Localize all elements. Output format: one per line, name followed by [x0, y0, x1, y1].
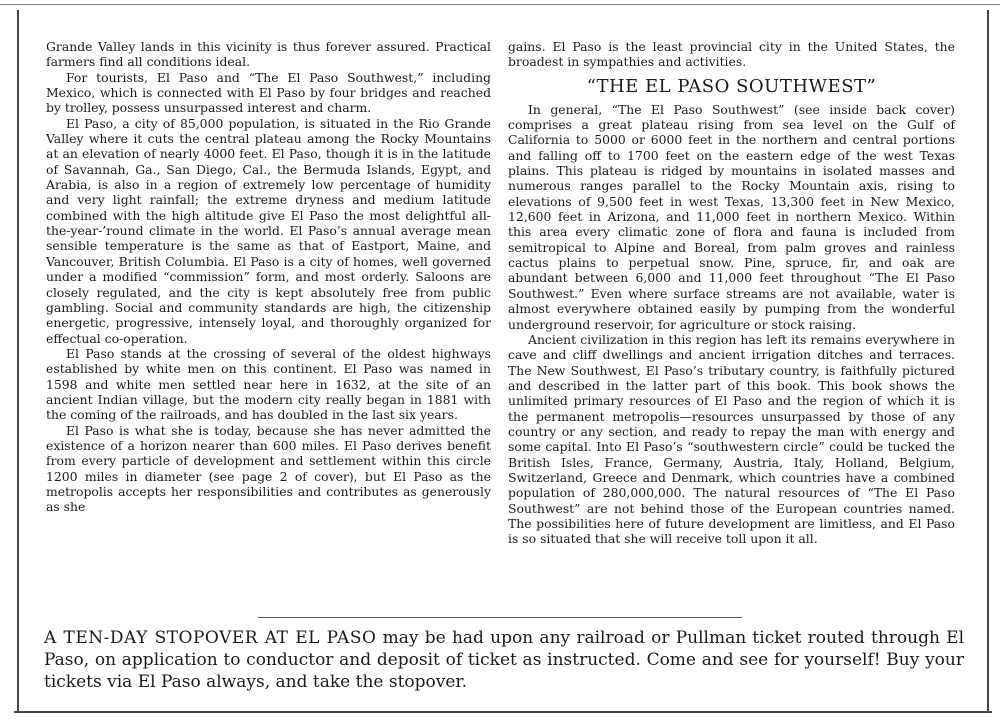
bottom-border-rule [14, 711, 992, 713]
section-divider [258, 617, 742, 618]
right-border-rule [987, 10, 989, 712]
stopover-notice [44, 627, 964, 693]
left-paragraph-2: For tourists, El Paso and “The El Paso Southwest,” including Mexico, which is connected with El Paso by four bridges and reached by trolley, possess unsurpassed interest and charm. [46, 69, 491, 116]
right-paragraph-2: In general, “The El Paso Southwest” (see inside back cover) comprises a great plateau rising from sea level on the Gulf of California to 5000 or 6000 feet in the northern and central portions and falling off to 1700 feet on the eastern edge of the west Texas plains. This plateau is ridged by mountains in isolated masses and numerous ranges parallel to the Rocky Mountain axis, rising to elevations of 9,500 feet in west Texas, 13,300 feet in New Mexico, 12,600 feet in Arizona, and 11,000 feet in northern Mexico. Within this area every climatic zone of flora and fauna is included from semitropical to Alpine and Boreal, from palm groves and rainless cactus plains to perpetual snow. Pine, spruce, fir, and oak are abundant between 6,000 and 11,000 feet throughout “The El Paso Southwest.” Even where surface streams are not available, water is almost everywhere obtained easily by pumping from the wonderful underground reservoir, for agriculture or stock raising. [508, 101, 955, 332]
right-column [508, 39, 955, 547]
left-column [46, 39, 491, 515]
section-heading: “THE EL PASO SOUTHWEST” [586, 75, 877, 97]
left-paragraph-1: Grande Valley lands in this vicinity is thus forever assured. Practical farmers find all conditions ideal. [46, 39, 491, 70]
left-paragraph-4: El Paso stands at the crossing of several of the oldest highways established by white men on this continent. El Paso was named in 1598 and white men settled near here in 1632, at the site of an ancient Indian village, but the modern city really began in 1881 with the coming of the railroads, and has doubled in the last six years. [46, 345, 491, 423]
left-paragraph-5: El Paso is what she is today, because she has never admitted the existence of a horizon nearer than 600 miles. El Paso derives benefit from every particle of development and settlement within this circle 1200 miles in diameter (see page 2 of cover), but El Paso as the metropolis accepts her responsibilities and contributes as generously as she [46, 422, 491, 515]
left-border-rule [17, 10, 19, 712]
stopover-text: may be had upon any railroad or Pullman ticket routed through El Paso, on application to conductor and deposit of ticket as instructed. Come and see for yourself! Buy your tickets via El Paso always, and take the stopover. [44, 628, 965, 692]
right-paragraph-3: Ancient civilization in this region has left its remains everywhere in cave and cliff dwellings and ancient irrigation ditches and terraces. The New Southwest, El Paso’s tributary country, is faithfully pictured and described in the latter part of this book. This book shows the unlimited primary resources of El Paso and the region of which it is the permanent metropolis—resources unsurpassed by those of any country or any section, and ready to repay the man with energy and some capital. Into El Paso’s “southwestern circle” could be tucked the British Isles, France, Germany, Austria, Italy, Holland, Belgium, Switzerland, Greece and Denmark, which countries have a combined population of 280,000,000. The natural resources of “The El Paso Southwest” are not behind those of the European countries named. The possibilities here of future development are limitless, and El Paso is so situated that she will receive toll upon it all. [508, 331, 955, 547]
top-border-rule [0, 4, 1000, 5]
right-paragraph-1: gains. El Paso is the least provincial city in the United States, the broadest in sympathies and activities. [508, 39, 955, 70]
stopover-lead: A TEN-DAY STOPOVER AT EL PASO [44, 628, 377, 648]
left-paragraph-3: El Paso, a city of 85,000 population, is situated in the Rio Grande Valley where it cuts the central plateau among the Rocky Mountains at an elevation of nearly 4000 feet. El Paso, though it is in the latitude of Savannah, Ga., San Diego, Cal., the Bermuda Islands, Egypt, and Arabia, is also in a region of extremely low percentage of humidity and very light rainfall; the extreme dryness and medium latitude combined with the high altitude give El Paso the most delightful all-the-year-’round climate in the world. El Paso’s annual average mean sensible temperature is the same as that of Eastport, Maine, and Vancouver, British Columbia. El Paso is a city of homes, well governed under a modified “commission” form, and most orderly. Saloons are closely regulated, and the city is kept absolutely free from public gambling. Social and community standards are high, the citizenship energetic, progressive, intensely loyal, and thoroughly organized for effectual co-operation. [46, 115, 491, 346]
